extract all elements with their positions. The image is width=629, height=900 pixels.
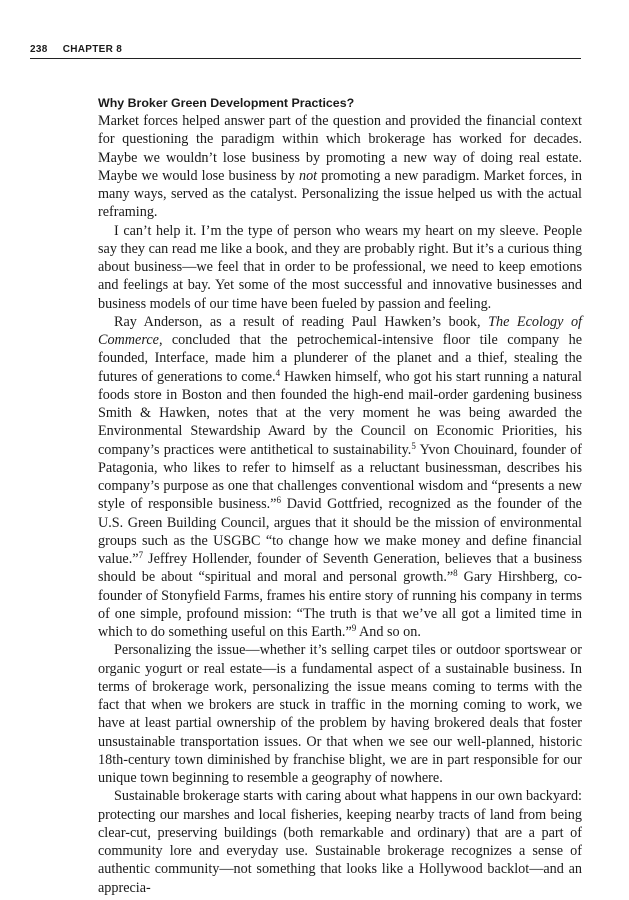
section-heading: Why Broker Green Development Practices? bbox=[98, 96, 355, 110]
text-run: Sustainable brokerage starts with caring about what happens in our own backyard: protecting our marshes and local fisheries, keeping nearby tracts of land from being clear-cut, preserving buildings (both remarkable and ordinary) that are a part of community lore and everyday use. Sustainable brokerage recognizes a sense of authentic community—not something that looks like a Hollywood backlot—and an apprecia- bbox=[98, 788, 582, 896]
footnote-ref: 7 bbox=[138, 550, 144, 560]
emphasis-text: The Ecology of Commerce bbox=[98, 313, 582, 348]
text-run: David Gottfried, recognized as the founder of the U.S. Green Building Council, argues that it should be the mission of environmental groups such as the USGBC “to change how we make money and define financial value.” bbox=[98, 496, 582, 567]
paragraph bbox=[98, 112, 582, 222]
running-head bbox=[30, 44, 581, 59]
paragraph bbox=[98, 222, 582, 313]
footnote-ref: 8 bbox=[453, 568, 458, 579]
text-run: Gary Hirshberg, co-founder of Stonyfield Farms, frames his entire story of running his company in terms of one simple, profound mission: “The truth is that we’ve all got a limited time in which to do something useful on this Earth.” bbox=[98, 569, 582, 640]
emphasis-text: not bbox=[298, 167, 318, 184]
text-run: I can’t help it. I’m the type of person who wears my heart on my sleeve. People say they can read me like a book, and they are probably right. But it’s a curious thing about business—we feel that in order to be professional, we need to keep emotions and feelings at bay. Yet some of the most successful and innovative businesses and business models of our time have been fueled by passion and feeling. bbox=[98, 222, 582, 312]
chapter-label: CHAPTER 8 bbox=[62, 44, 123, 55]
text-run: Personalizing the issue—whether it’s selling carpet tiles or outdoor sportswear or organic yogurt or real estate—is a fundamental aspect of a sustainable business. In terms of brokerage work, personalizing the issue means coming to terms with the fact that when we brokers are stuck in traffic in the morning coming to work, we have at least partial ownership of the problem by having brokered deals that foster unsustainable transportation issues. Or that when we see our well-planned, historic 18th-century town diminished by franchise blight, we are in part responsible for our unique town beginning to resemble a geography of nowhere. bbox=[98, 642, 582, 786]
footnote-ref: 4 bbox=[275, 367, 281, 378]
page-number: 238 bbox=[30, 44, 48, 55]
text-run: Market forces helped answer part of the question and provided the financial context for questioning the paradigm within which brokerage has worked for decades. Maybe we wouldn’t lose business by promoting a new way of doing real estate. Maybe we would lose business by bbox=[98, 113, 582, 184]
footnote-ref: 9 bbox=[351, 623, 357, 633]
paragraph bbox=[98, 641, 582, 787]
footnote-ref: 6 bbox=[276, 495, 281, 506]
text-run: promoting a new paradigm. Market forces, in many ways, served as the catalyst. Personalizing the issue helped us with the actual reframing. bbox=[98, 167, 582, 221]
footnote-ref: 5 bbox=[411, 440, 416, 451]
body-text bbox=[98, 95, 582, 897]
text-run: Hawken himself, who got his start running a natural foods store in Boston and then founded the high-end mail-order gardening business Smith & Hawken, notes that at the very moment he was being awarded the Environmental Stewardship Award by the Council on Economic Priorities, his company’s practices were antithetical to sustainability. bbox=[98, 368, 582, 458]
paragraph bbox=[98, 313, 582, 642]
text-run: Ray Anderson, as a result of reading Paul Hawken’s book, bbox=[114, 313, 489, 330]
text-run: And so on. bbox=[356, 624, 421, 640]
text-run: Yvon Chouinard, founder of Patagonia, who likes to refer to himself as a reluctant businessman, describes his company’s purpose as one that challenges conventional wisdom and “presents a new style of responsible business.” bbox=[98, 441, 582, 513]
paragraph bbox=[98, 787, 582, 897]
text-run: Jeffrey Hollender, founder of Seventh Generation, believes that a business should be about “spiritual and moral and personal growth.” bbox=[98, 551, 582, 586]
text-run: , concluded that the petrochemical-intensive floor tile company he founded, Interface, made him a plunderer of the planet and a thief, stealing the futures of generations to come. bbox=[98, 332, 582, 385]
